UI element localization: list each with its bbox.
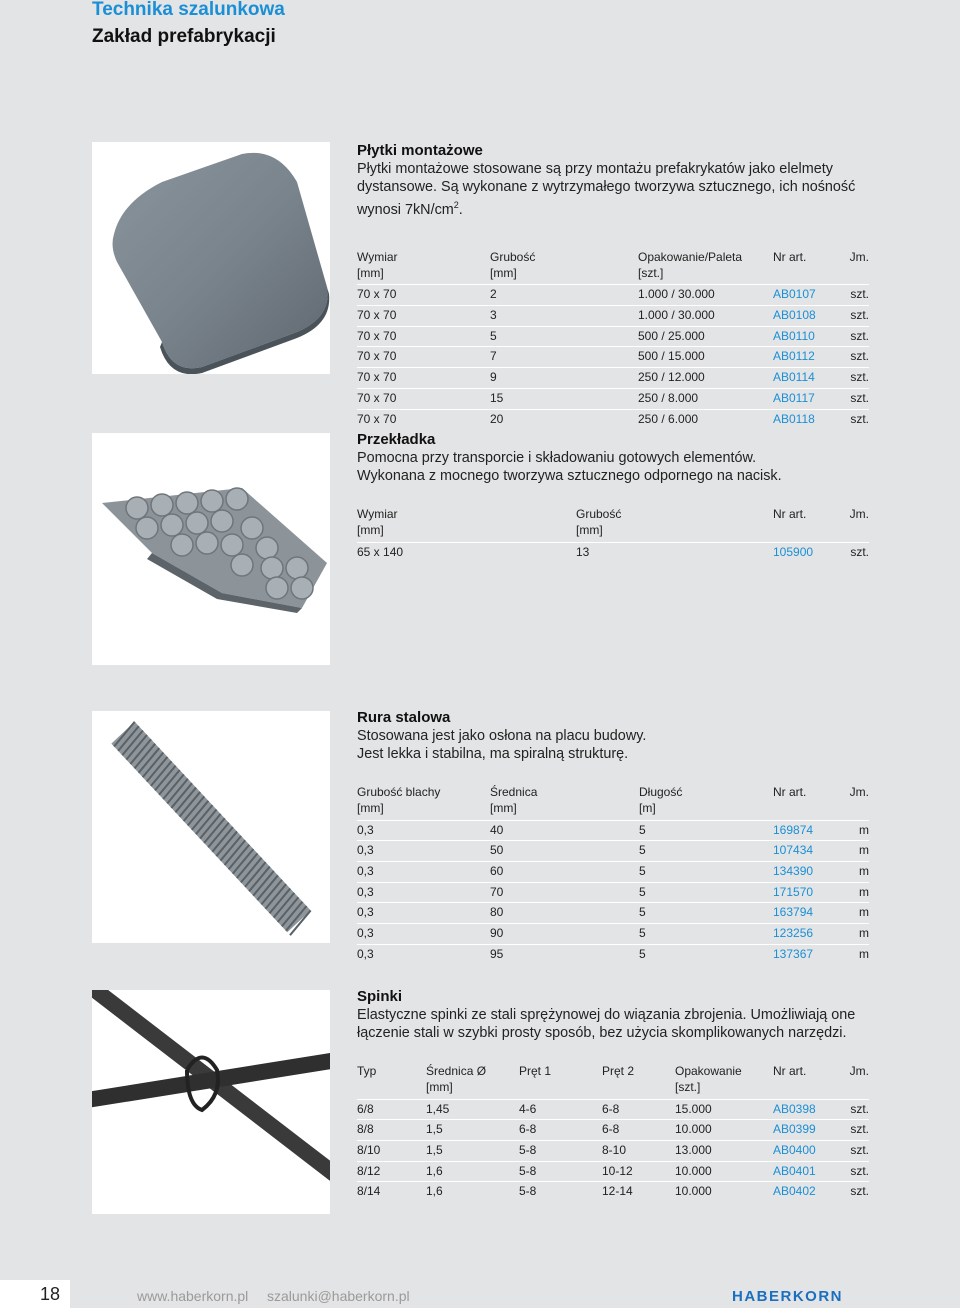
table-cell: szt. (833, 1182, 869, 1202)
dome-shape (256, 537, 278, 559)
column-header: Grubość blachy [mm] (357, 785, 441, 815)
table-row (357, 903, 869, 924)
table-cell: 70 x 70 (357, 285, 490, 306)
table-cell: 5 (639, 841, 773, 862)
table-cell: 13 (576, 542, 773, 562)
table-cell: 50 (490, 841, 639, 862)
section-title: Przekładka (357, 431, 436, 448)
column-header: Jm. (849, 1064, 869, 1078)
table-cell: 171570 (773, 882, 833, 903)
table-cell: 6/8 (357, 1099, 426, 1120)
table-row (357, 924, 869, 945)
table-cell: 500 / 15.000 (638, 347, 773, 368)
table-row (357, 861, 869, 882)
section-description: Stosowana jest jako osłona na placu budowy. Jest lekka i stabilna, ma spiralną strukturę. (357, 728, 647, 762)
table-cell: 6-8 (602, 1099, 675, 1120)
table-cell: AB0117 (773, 388, 833, 409)
table-cell: 12-14 (602, 1182, 675, 1202)
table-row (357, 841, 869, 862)
column-header: Jm. (849, 507, 869, 521)
dome-shape (291, 577, 313, 599)
table-row (357, 1120, 869, 1141)
section-description: Płytki montażowe stosowane są przy montażu prefakrykatów jako elelmety dystansowe. Są wykonane z wytrzymałego tworzywa sztucznego, ich nośność wynosi $7kN/cm^2$. (357, 161, 856, 218)
dome-shape (221, 534, 243, 556)
table-cell: 10-12 (602, 1161, 675, 1182)
table-cell: m (833, 861, 869, 882)
table-row (357, 409, 869, 429)
table-cell: 8/8 (357, 1120, 426, 1141)
table-row (357, 542, 869, 562)
website-link[interactable]: www.haberkorn.pl (137, 1288, 249, 1304)
table-cell: 70 x 70 (357, 326, 490, 347)
table-cell: 5 (639, 882, 773, 903)
table-row (357, 944, 869, 964)
table-cell: 40 (490, 820, 639, 841)
table-row (357, 368, 869, 389)
table-cell: 5 (490, 326, 638, 347)
column-header: Długość [m] (639, 785, 683, 815)
table-cell: 70 x 70 (357, 409, 490, 429)
column-header: Typ (357, 1064, 377, 1078)
table-row (357, 882, 869, 903)
column-header: Wymiar [mm] (357, 507, 398, 537)
table-cell: AB0401 (773, 1161, 833, 1182)
section-description: Pomocna przy transporcie i składowaniu gotowych elementów. Wykonana z mocnego tworzywa sztucznego odpornego na nacisk. (357, 450, 782, 484)
table-cell: 0,3 (357, 924, 490, 945)
table-cell: szt. (833, 388, 869, 409)
page-header (92, 0, 285, 46)
table-cell: AB0112 (773, 347, 833, 368)
table-cell: 163794 (773, 903, 833, 924)
column-header: Nr art. (773, 1064, 807, 1078)
table-cell: AB0108 (773, 306, 833, 327)
table-cell: AB0399 (773, 1120, 833, 1141)
dome-shape (241, 517, 263, 539)
table-cell: 250 / 6.000 (638, 409, 773, 429)
table-cell: szt. (833, 368, 869, 389)
table-cell: 1,6 (426, 1161, 519, 1182)
table-cell: szt. (833, 1140, 869, 1161)
table-cell: 137367 (773, 944, 833, 964)
table-cell: 1.000 / 30.000 (638, 285, 773, 306)
dome-shape (266, 577, 288, 599)
spacer-section (357, 431, 869, 562)
column-header: Jm. (849, 785, 869, 799)
table-row (357, 1140, 869, 1161)
table-cell: m (833, 882, 869, 903)
dome-shape (171, 534, 193, 556)
column-header: Jm. (849, 249, 869, 264)
column-header: Grubość [mm] (576, 507, 622, 537)
dome-shape (126, 497, 148, 519)
table-cell: 95 (490, 944, 639, 964)
table-cell: 65 x 140 (357, 542, 576, 562)
section-title: Spinki (357, 988, 403, 1005)
column-header: Nr art. (773, 507, 807, 521)
dome-shape (161, 514, 183, 536)
dome-shape (176, 492, 198, 514)
table-cell: 5 (639, 944, 773, 964)
table-cell: AB0402 (773, 1182, 833, 1202)
table-cell: 0,3 (357, 820, 490, 841)
table-cell: 500 / 25.000 (638, 326, 773, 347)
section-title: Rura stalowa (357, 709, 451, 726)
table-row (357, 326, 869, 347)
table-cell: 8/10 (357, 1140, 426, 1161)
page-number: 18 (40, 1284, 61, 1304)
table-cell: szt. (833, 542, 869, 562)
dome-shape (211, 510, 233, 532)
table-cell: szt. (833, 1161, 869, 1182)
table-cell: 169874 (773, 820, 833, 841)
dome-shape (186, 512, 208, 534)
column-header: Średnica Ø [mm] (426, 1064, 487, 1094)
table-cell: 0,3 (357, 861, 490, 882)
table-cell: 70 x 70 (357, 347, 490, 368)
dome-shape (286, 557, 308, 579)
table-cell: 1,45 (426, 1099, 519, 1120)
table-cell: szt. (833, 1099, 869, 1120)
table-cell: 5 (639, 861, 773, 882)
table-cell: 1.000 / 30.000 (638, 306, 773, 327)
dome-shape (201, 490, 223, 512)
table-cell: 2 (490, 285, 638, 306)
column-header: Nr art. (773, 785, 807, 799)
table-cell: 1,5 (426, 1120, 519, 1141)
spacer-table (357, 506, 869, 562)
table-cell: 70 x 70 (357, 388, 490, 409)
table-cell: 6-8 (602, 1120, 675, 1141)
table-cell: 15.000 (675, 1099, 773, 1120)
table-cell: AB0400 (773, 1140, 833, 1161)
table-cell: 70 x 70 (357, 368, 490, 389)
section-description: Elastyczne spinki ze stali sprężynowej do wiązania zbrojenia. Umożliwiają one łączenie stali w szybki prosty sposób, bez użycia skomplikowanych narzędzi. (357, 1007, 856, 1041)
table-cell: 20 (490, 409, 638, 429)
table-cell: m (833, 820, 869, 841)
table-cell: 250 / 12.000 (638, 368, 773, 389)
table-cell: 105900 (773, 542, 833, 562)
table-row (357, 285, 869, 306)
table-cell: 5-8 (519, 1140, 602, 1161)
dome-shape (196, 532, 218, 554)
table-row (357, 1099, 869, 1120)
table-cell: AB0118 (773, 409, 833, 429)
table-cell: 70 x 70 (357, 306, 490, 327)
table-cell: 8-10 (602, 1140, 675, 1161)
steel-pipe-image (92, 711, 330, 943)
spacer-image (92, 433, 330, 665)
dome-shape (231, 554, 253, 576)
table-cell: 123256 (773, 924, 833, 945)
table-cell: 0,3 (357, 903, 490, 924)
table-cell: 5 (639, 924, 773, 945)
table-cell: 1,6 (426, 1182, 519, 1202)
table-cell: 7 (490, 347, 638, 368)
table-cell: 134390 (773, 861, 833, 882)
dome-shape (261, 557, 283, 579)
table-cell: m (833, 924, 869, 945)
table-cell: 9 (490, 368, 638, 389)
table-cell: szt. (833, 1120, 869, 1141)
table-row (357, 1161, 869, 1182)
table-cell: 107434 (773, 841, 833, 862)
rebar-clips-table (357, 1063, 869, 1202)
column-header: Nr art. (773, 249, 807, 264)
column-header: Opakowanie/Paleta [szt.] (638, 249, 743, 280)
mounting-plates-section (357, 142, 869, 429)
table-cell: 10.000 (675, 1182, 773, 1202)
table-cell: 5 (639, 903, 773, 924)
table-cell: m (833, 841, 869, 862)
table-row (357, 1182, 869, 1202)
table-cell: 13.000 (675, 1140, 773, 1161)
table-cell: 3 (490, 306, 638, 327)
dome-shape (151, 494, 173, 516)
header-subtitle: Zakład prefabrykacji (92, 26, 276, 47)
table-cell: m (833, 944, 869, 964)
table-cell: AB0398 (773, 1099, 833, 1120)
table-cell: 8/12 (357, 1161, 426, 1182)
table-cell: 60 (490, 861, 639, 882)
table-cell: 70 (490, 882, 639, 903)
mounting-plate-image (92, 142, 330, 374)
table-cell: 1,5 (426, 1140, 519, 1161)
rebar-clips-section (357, 988, 869, 1202)
table-cell: 5-8 (519, 1182, 602, 1202)
table-cell: AB0110 (773, 326, 833, 347)
table-row (357, 347, 869, 368)
steel-pipe-section (357, 709, 869, 964)
table-cell: szt. (833, 306, 869, 327)
table-cell: 5 (639, 820, 773, 841)
table-cell: 8/14 (357, 1182, 426, 1202)
dome-shape (226, 488, 248, 510)
table-cell: 15 (490, 388, 638, 409)
table-row (357, 820, 869, 841)
table-cell: AB0114 (773, 368, 833, 389)
table-cell: szt. (833, 285, 869, 306)
table-cell: 10.000 (675, 1120, 773, 1141)
table-cell: 80 (490, 903, 639, 924)
column-header: Średnica [mm] (490, 785, 538, 815)
table-cell: 5-8 (519, 1161, 602, 1182)
column-header: Opakowanie [szt.] (675, 1064, 742, 1094)
table-cell: szt. (833, 409, 869, 429)
column-header: Pręt 2 (602, 1064, 635, 1078)
table-cell: 0,3 (357, 944, 490, 964)
table-cell: 0,3 (357, 882, 490, 903)
table-cell: 0,3 (357, 841, 490, 862)
rebar-clip-image (92, 990, 330, 1214)
table-cell: 6-8 (519, 1120, 602, 1141)
table-cell: m (833, 903, 869, 924)
table-row (357, 306, 869, 327)
table-cell: 4-6 (519, 1099, 602, 1120)
dome-shape (136, 517, 158, 539)
mounting-plates-table (357, 249, 869, 429)
column-header: Pręt 1 (519, 1064, 552, 1078)
table-cell: szt. (833, 326, 869, 347)
header-category: Technika szalunkowa (92, 0, 285, 20)
table-cell: szt. (833, 347, 869, 368)
section-title: Płytki montażowe (357, 142, 483, 159)
table-row (357, 388, 869, 409)
column-header: Grubość [mm] (490, 249, 536, 280)
table-cell: AB0107 (773, 285, 833, 306)
haberkorn-logo: HABERKORN (732, 1288, 843, 1305)
email-link[interactable]: szalunki@haberkorn.pl (267, 1288, 410, 1304)
table-cell: 10.000 (675, 1161, 773, 1182)
column-header: Wymiar [mm] (357, 249, 398, 280)
steel-pipe-table (357, 784, 869, 964)
table-cell: 90 (490, 924, 639, 945)
table-cell: 250 / 8.000 (638, 388, 773, 409)
